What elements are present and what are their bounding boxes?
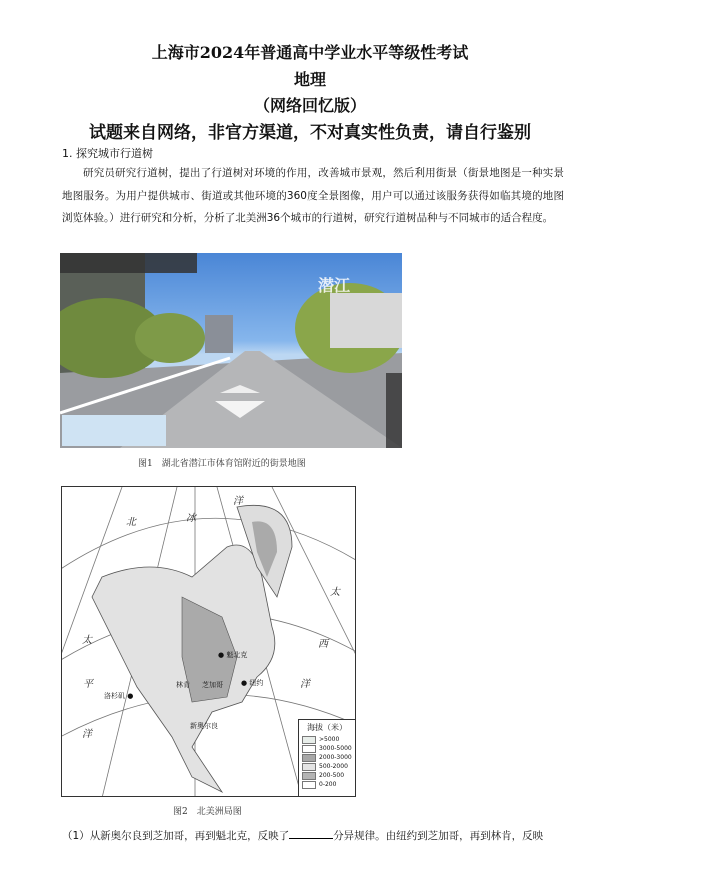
ocean-label: 太 bbox=[82, 635, 92, 646]
section-title: 1. 探究城市行道树 bbox=[62, 147, 153, 160]
watermark: 潜江 bbox=[318, 276, 351, 295]
legend-swatch bbox=[302, 754, 316, 762]
city-chicago: 芝加哥 bbox=[202, 681, 223, 689]
legend-label: >5000 bbox=[319, 736, 340, 743]
ocean-label: 洋 bbox=[233, 496, 243, 507]
legend-label: 2000-3000 bbox=[319, 754, 352, 761]
legend-item bbox=[299, 735, 355, 744]
legend-label: 3000-5000 bbox=[319, 745, 352, 752]
figure2-caption: 图2 北美洲局图 bbox=[173, 807, 242, 817]
street-view-image bbox=[60, 253, 402, 448]
legend-swatch bbox=[302, 745, 316, 753]
disclaimer: 试题来自网络，非官方渠道，不对真实性负责，请自行鉴别 bbox=[89, 123, 531, 143]
legend-label: 500-2000 bbox=[319, 763, 348, 770]
answer-blank[interactable] bbox=[289, 828, 333, 839]
version-note: （网络回忆版） bbox=[253, 96, 366, 115]
ocean-label: 北 bbox=[126, 517, 136, 528]
city-new-york: ● 纽约 bbox=[241, 679, 264, 687]
north-america-map bbox=[61, 486, 356, 797]
ocean-label: 洋 bbox=[300, 679, 310, 690]
city-los-angeles: 洛杉矶 ● bbox=[104, 692, 134, 700]
ocean-label: 太 bbox=[330, 587, 340, 598]
subject-title: 地理 bbox=[293, 70, 326, 89]
legend-title: 海拔（米） bbox=[307, 723, 347, 732]
section-paragraph: 研究员研究行道树，提出了行道树对环境的作用，改善城市景观，然后利用街景（街景地图是一种实景地图服务。为用户提供城市、街道或其他环境的360度全景图像，用户可以通过该服务获得如临其境的地图浏览体验。）进行研究和分析，分析了北美洲36个城市的行道树，研究行道树品种与不同城市的适合程度。 bbox=[62, 167, 564, 225]
legend-label: 200-500 bbox=[319, 772, 345, 779]
exam-title: 上海市2024年普通高中学业水平等级性考试 bbox=[151, 43, 469, 62]
legend-item bbox=[299, 744, 355, 753]
question-1: （1）从新奥尔良到芝加哥，再到魁北克，反映了 分异规律。由纽约到芝加哥，再到林肯，反映 bbox=[62, 830, 544, 842]
city-quebec: ● 魁北克 bbox=[218, 651, 248, 659]
legend-item bbox=[299, 762, 355, 771]
legend-item bbox=[299, 753, 355, 762]
figure1-caption: 图1 湖北省潜江市体育馆附近的街景地图 bbox=[138, 459, 306, 469]
elevation-legend bbox=[298, 719, 356, 797]
legend-item bbox=[299, 771, 355, 780]
city-new-orleans: 新奥尔良 bbox=[190, 722, 218, 730]
legend-swatch bbox=[302, 736, 316, 744]
ocean-label: 冰 bbox=[186, 513, 196, 524]
legend-label: 0-200 bbox=[319, 781, 337, 788]
ocean-label: 西 bbox=[318, 639, 328, 650]
ocean-label: 洋 bbox=[82, 729, 92, 740]
ocean-label: 平 bbox=[83, 679, 93, 690]
legend-swatch bbox=[302, 781, 316, 789]
city-lincoln: 林肯 bbox=[176, 681, 190, 689]
legend-swatch bbox=[302, 772, 316, 780]
legend-item bbox=[299, 780, 355, 789]
legend-swatch bbox=[302, 763, 316, 771]
